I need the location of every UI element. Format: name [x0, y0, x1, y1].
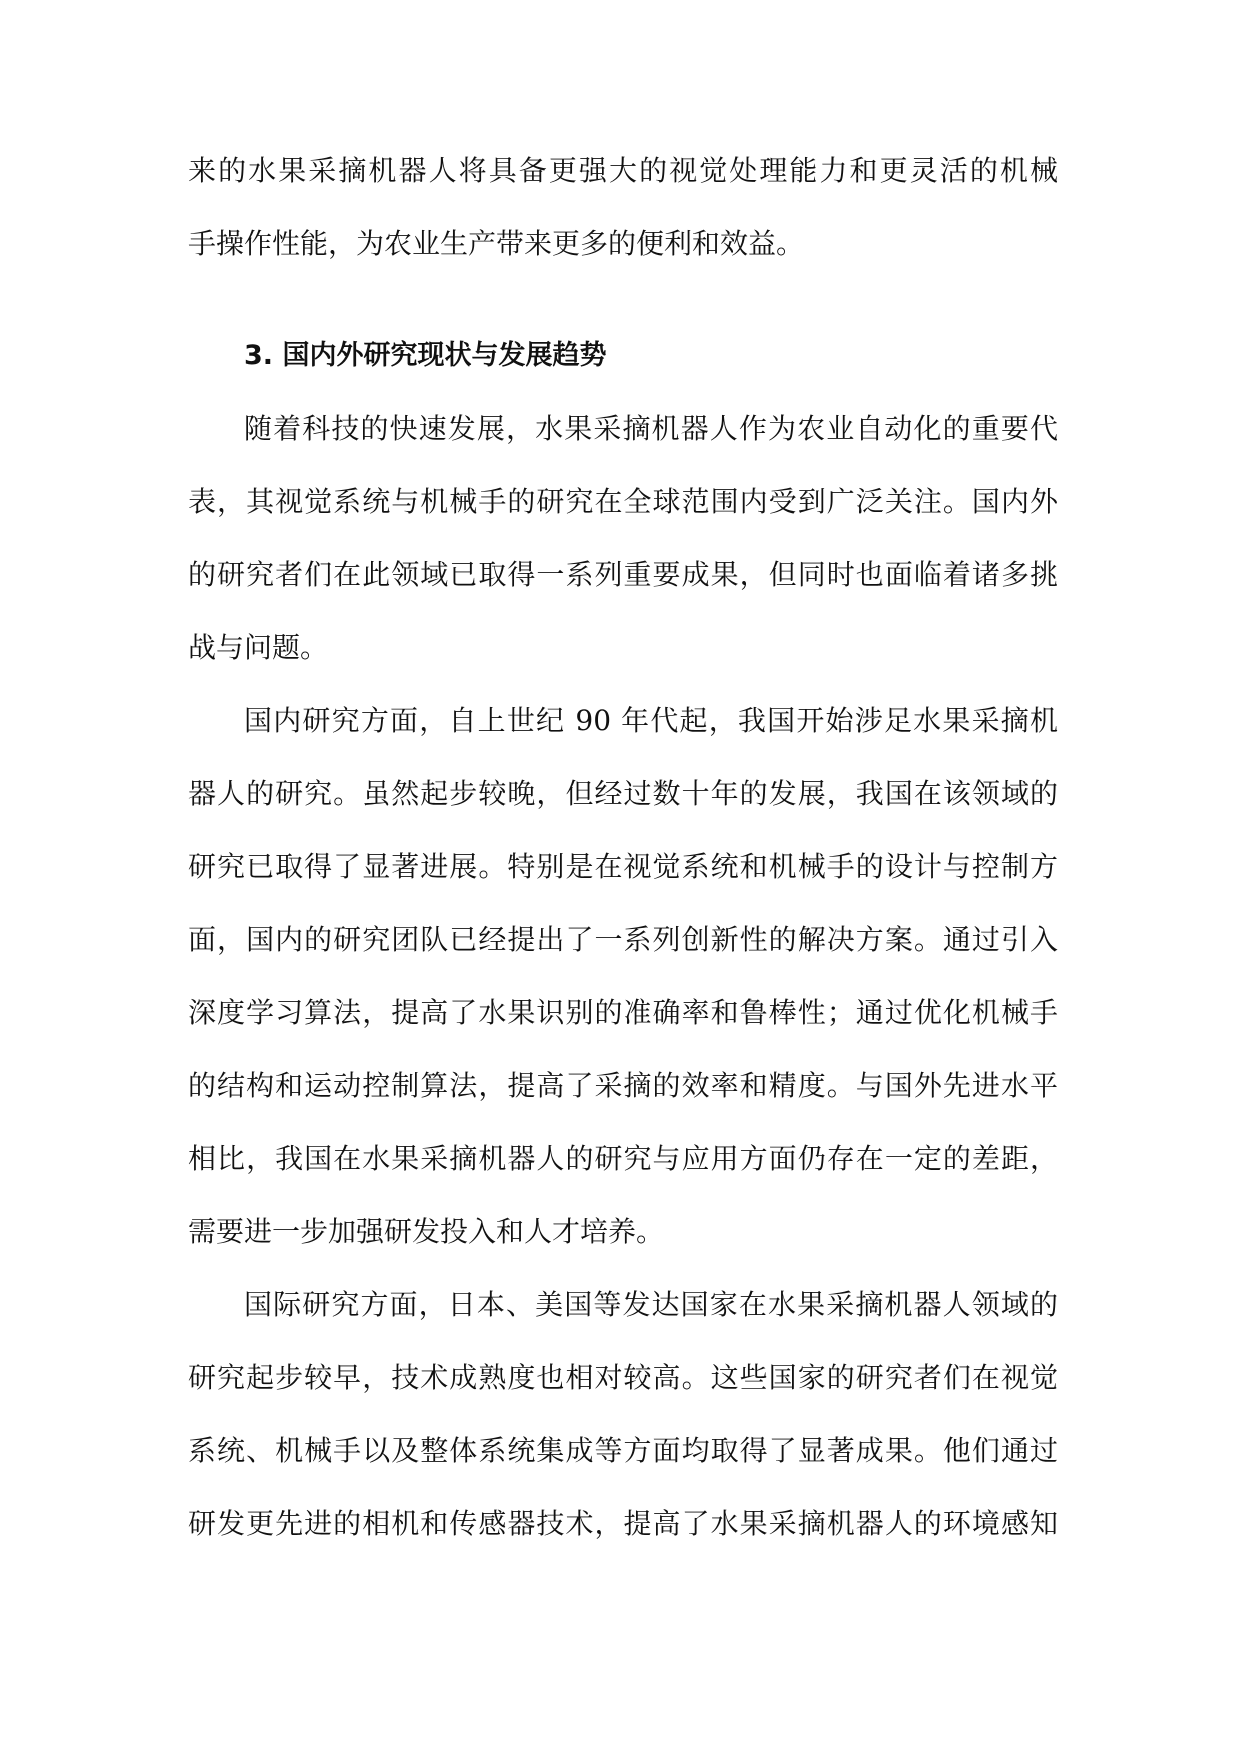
document-body [188, 148, 1058, 1574]
text-line: 的结构和运动控制算法，提高了采摘的效率和精度。与国外先进水平 [188, 1069, 1058, 1102]
text-line: 需要进一步加强研发投入和人才培养。 [188, 1215, 665, 1248]
text-line: 随着科技的快速发展，水果采摘机器人作为农业自动化的重要代 [244, 412, 1058, 445]
paragraph-gap [188, 294, 1058, 333]
text-line: 研究起步较早，技术成熟度也相对较高。这些国家的研究者们在视觉 [188, 1361, 1058, 1394]
text-line: 来的水果采摘机器人将具备更强大的视觉处理能力和更灵活的机械 [188, 154, 1058, 187]
text-line: 系统、机械手以及整体系统集成等方面均取得了显著成果。他们通过 [188, 1434, 1058, 1467]
text-line: 面，国内的研究团队已经提出了一系列创新性的解决方案。通过引入 [188, 923, 1058, 956]
text-line: 研发更先进的相机和传感器技术，提高了水果采摘机器人的环境感知 [188, 1507, 1058, 1540]
text-line: 研究已取得了显著进展。特别是在视觉系统和机械手的设计与控制方 [188, 850, 1058, 883]
text-line: 表，其视觉系统与机械手的研究在全球范围内受到广泛关注。国内外 [188, 485, 1058, 518]
paragraph-intro-continuation [188, 148, 1058, 294]
text-line: 手操作性能，为农业生产带来更多的便利和效益。 [188, 227, 805, 260]
text-line: 器人的研究。虽然起步较晚，但经过数十年的发展，我国在该领域的 [188, 777, 1058, 810]
text-line: 深度学习算法，提高了水果识别的准确率和鲁棒性；通过优化机械手 [188, 996, 1058, 1029]
paragraph-domestic-research [188, 698, 1058, 1282]
paragraph-international-research [188, 1282, 1058, 1574]
text-line: 相比，我国在水果采摘机器人的研究与应用方面仍存在一定的差距， [188, 1142, 1058, 1175]
section-heading: 3. 国内外研究现状与发展趋势 [244, 340, 607, 371]
paragraph-overview [188, 406, 1058, 698]
text-line: 战与问题。 [188, 631, 329, 664]
text-line: 的研究者们在此领域已取得一系列重要成果，但同时也面临着诸多挑 [188, 558, 1058, 591]
text-line: 国内研究方面，自上世纪 90 年代起，我国开始涉足水果采摘机 [244, 704, 1058, 737]
text-line: 国际研究方面，日本、美国等发达国家在水果采摘机器人领域的 [244, 1288, 1058, 1321]
